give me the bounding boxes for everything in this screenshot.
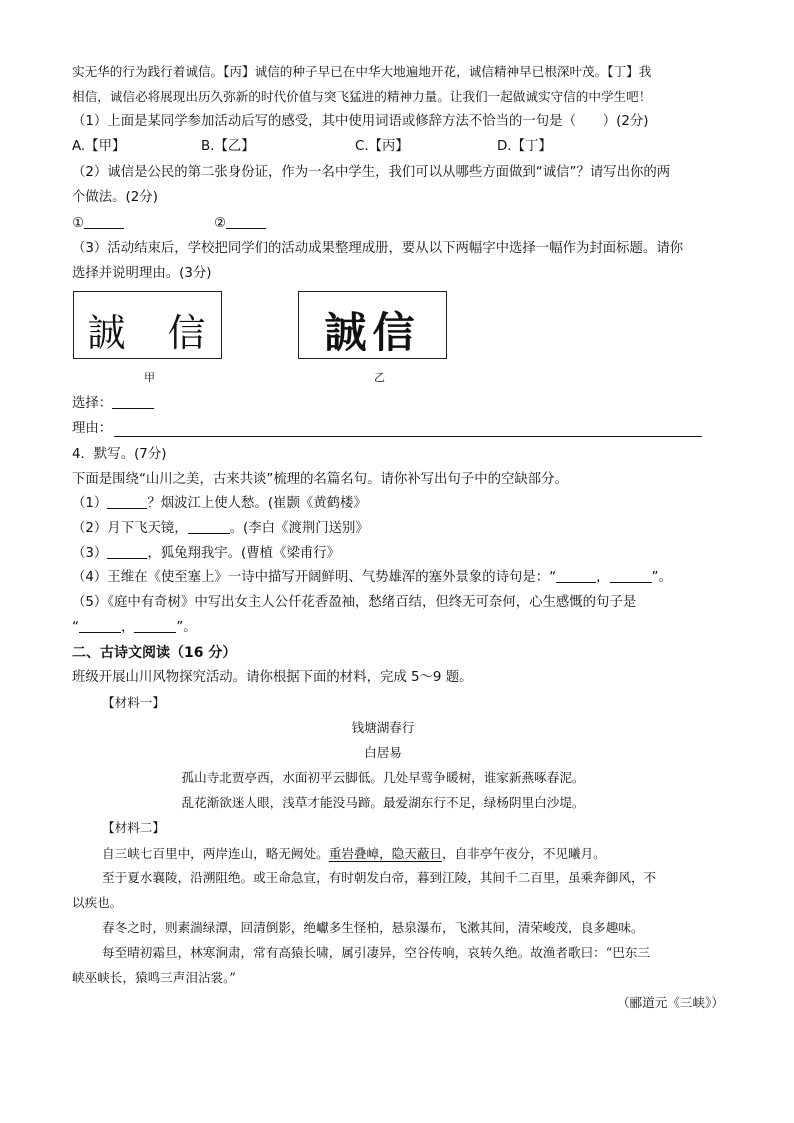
reason-label: 理由： (72, 421, 113, 436)
q2-line-1: （2）诚信是公民的第二张身份证，作为一名中学生，我们可以从哪些方面做到“诚信”？请写出你的两 (72, 165, 671, 180)
sanxia-para-1-b: ，自非亭午夜分，不见曦月。 (442, 846, 606, 861)
q1-option-d[interactable]: D.【丁】 (497, 139, 552, 154)
sanxia-para-4-line-1: 每至晴初霜旦，林寒涧肃，常有高猿长啸，属引凄异，空谷传响，哀转久绝。故渔者歌曰：“巴东三 (102, 945, 650, 960)
choice-row (72, 394, 154, 414)
q1-option-b[interactable]: B.【乙】 (201, 139, 255, 154)
sanxia-para-2-line-2: 以疾也。 (72, 895, 123, 910)
source-citation: （郦道元《三峡》） (616, 995, 724, 1010)
poem-title: 钱塘湖春行 (351, 720, 415, 735)
choice-blank[interactable] (112, 394, 154, 409)
calligraphy-yi-text: 誠信 (324, 308, 421, 357)
q4-item-3 (72, 544, 340, 564)
caption-jia: 甲 (144, 371, 155, 384)
q1-text: （1）上面是某同学参加活动后写的感受，其中使用词语或修辞方法不恰当的一句是（ ）(2分) (72, 114, 649, 129)
calligraphy-jia-text: 誠 信 (87, 311, 208, 355)
calligraphy-jia-box (73, 291, 222, 359)
q4-item-1-blank[interactable] (107, 494, 147, 509)
q4-item-3-prefix: （3） (72, 546, 108, 561)
poem-author: 白居易 (364, 745, 402, 760)
sanxia-para-1-a: 自三峡七百里中，两岸连山，略无阙处。 (102, 846, 329, 861)
q4-item-5: （5）《庭中有奇树》中写出女主人公仟花香盈袖，愁绪百结，但终无可奈何，心生感慨的句子是 (72, 595, 637, 610)
material2-label: 【材料二】 (102, 820, 165, 835)
q2-answer-2 (214, 214, 266, 234)
q4-item-5-open-quote: “ (72, 620, 79, 635)
q4-item-5-blank-2[interactable] (134, 618, 176, 633)
q3-line-1: （3）活动结束后，学校把同学们的活动成果整理成册，要从以下两幅字中选择一幅作为封面标题。请你 (72, 241, 684, 256)
q4-item-4 (72, 568, 672, 588)
q1-option-a[interactable]: A.【甲】 (72, 139, 126, 154)
reason-blank[interactable] (114, 436, 702, 437)
q2-answer-1 (72, 214, 124, 234)
q4-item-5-mid: ， (120, 620, 135, 635)
q4-item-4-prefix: （4）王维在《使至塞上》一诗中描写开阔鲜明、气势雄浑的塞外景象的诗句是：“ (72, 570, 557, 585)
material1-label: 【材料一】 (102, 695, 165, 710)
q4-item-1-suffix: ？烟波江上使人愁。(崔颢《黄鹤楼》 (147, 496, 367, 511)
q2-blank-1[interactable] (84, 214, 124, 229)
intro-line-1: 实无华的行为践行着诚信。【丙】诚信的种子早已在中华大地遍地开花，诚信精神早已根深叶茂。【丁】我 (72, 64, 652, 79)
q4-item-4-blank-2[interactable] (610, 568, 652, 583)
q4-item-4-suffix: ”。 (651, 570, 672, 585)
q4-item-2-prefix: （2）月下飞天镜， (72, 521, 188, 536)
poem-line-2: 乱花渐欲迷人眼，浅草才能没马蹄。最爱湖东行不足，绿杨阴里白沙堤。 (181, 795, 585, 810)
q4-title: 4．默写。(7分) (72, 447, 167, 462)
q4-item-4-blank-1[interactable] (556, 568, 596, 583)
q4-item-5-close: ”。 (176, 620, 197, 635)
q2-marker-2: ② (214, 216, 227, 231)
q4-item-1-prefix: （1） (72, 496, 108, 511)
caption-yi: 乙 (374, 371, 385, 384)
q4-item-3-blank[interactable] (107, 544, 147, 559)
sanxia-para-2-line-1: 至于夏水襄陵，沿溯阻绝。或王命急宣，有时朝发白帝，暮到江陵，其间千二百里，虽乘奔御风，不 (102, 870, 657, 885)
q1-option-c[interactable]: C.【丙】 (355, 139, 409, 154)
q4-item-4-mid: ， (596, 570, 610, 585)
q4-item-5-blank-1[interactable] (79, 618, 121, 633)
q4-item-3-suffix: ，狐兔翔我宇。(曹植《梁甫行》 (147, 546, 341, 561)
sanxia-para-3: 春冬之时，则素湍绿潭，回清倒影，绝巘多生怪柏，悬泉瀑布，飞漱其间，清荣峻茂，良多趣味。 (102, 920, 644, 935)
q4-item-1 (72, 494, 367, 514)
q4-item-2-blank[interactable] (188, 519, 230, 534)
q2-blank-2[interactable] (226, 214, 266, 229)
q4-item-2 (72, 519, 369, 539)
q4-intro: 下面是围绕“山川之美，古来共谈”梳理的名篇名句。请你补写出句子中的空缺部分。 (72, 472, 568, 487)
q3-line-2: 选择并说明理由。(3分) (72, 266, 212, 281)
intro-line-2: 相信，诚信必将展现出历久弥新的时代价值与突飞猛进的精神力量。让我们一起做诚实守信的中学生吧！ (72, 89, 652, 104)
calligraphy-yi-box (298, 291, 447, 359)
sanxia-para-1 (102, 844, 606, 864)
poem-line-1: 孤山寺北贾亭西，水面初平云脚低。几处早莺争暖树，谁家新燕啄春泥。 (181, 770, 585, 785)
section2-heading: 二、古诗文阅读（16 分） (72, 645, 237, 661)
q4-item-5-answer (72, 618, 197, 638)
q2-marker-1: ① (72, 216, 85, 231)
section2-intro: 班级开展山川风物探究活动。请你根据下面的材料，完成 5～9 题。 (72, 670, 473, 685)
q4-item-2-suffix: 。(李白《渡荆门送别》 (229, 521, 369, 536)
q2-line-2: 个做法。(2分) (72, 190, 158, 205)
sanxia-underlined-phrase: 重岩叠嶂，隐天蔽日 (328, 846, 443, 861)
sanxia-para-4-line-2: 峡巫峡长，猿鸣三声泪沾裳。” (72, 970, 236, 985)
choice-label: 选择： (72, 396, 113, 411)
